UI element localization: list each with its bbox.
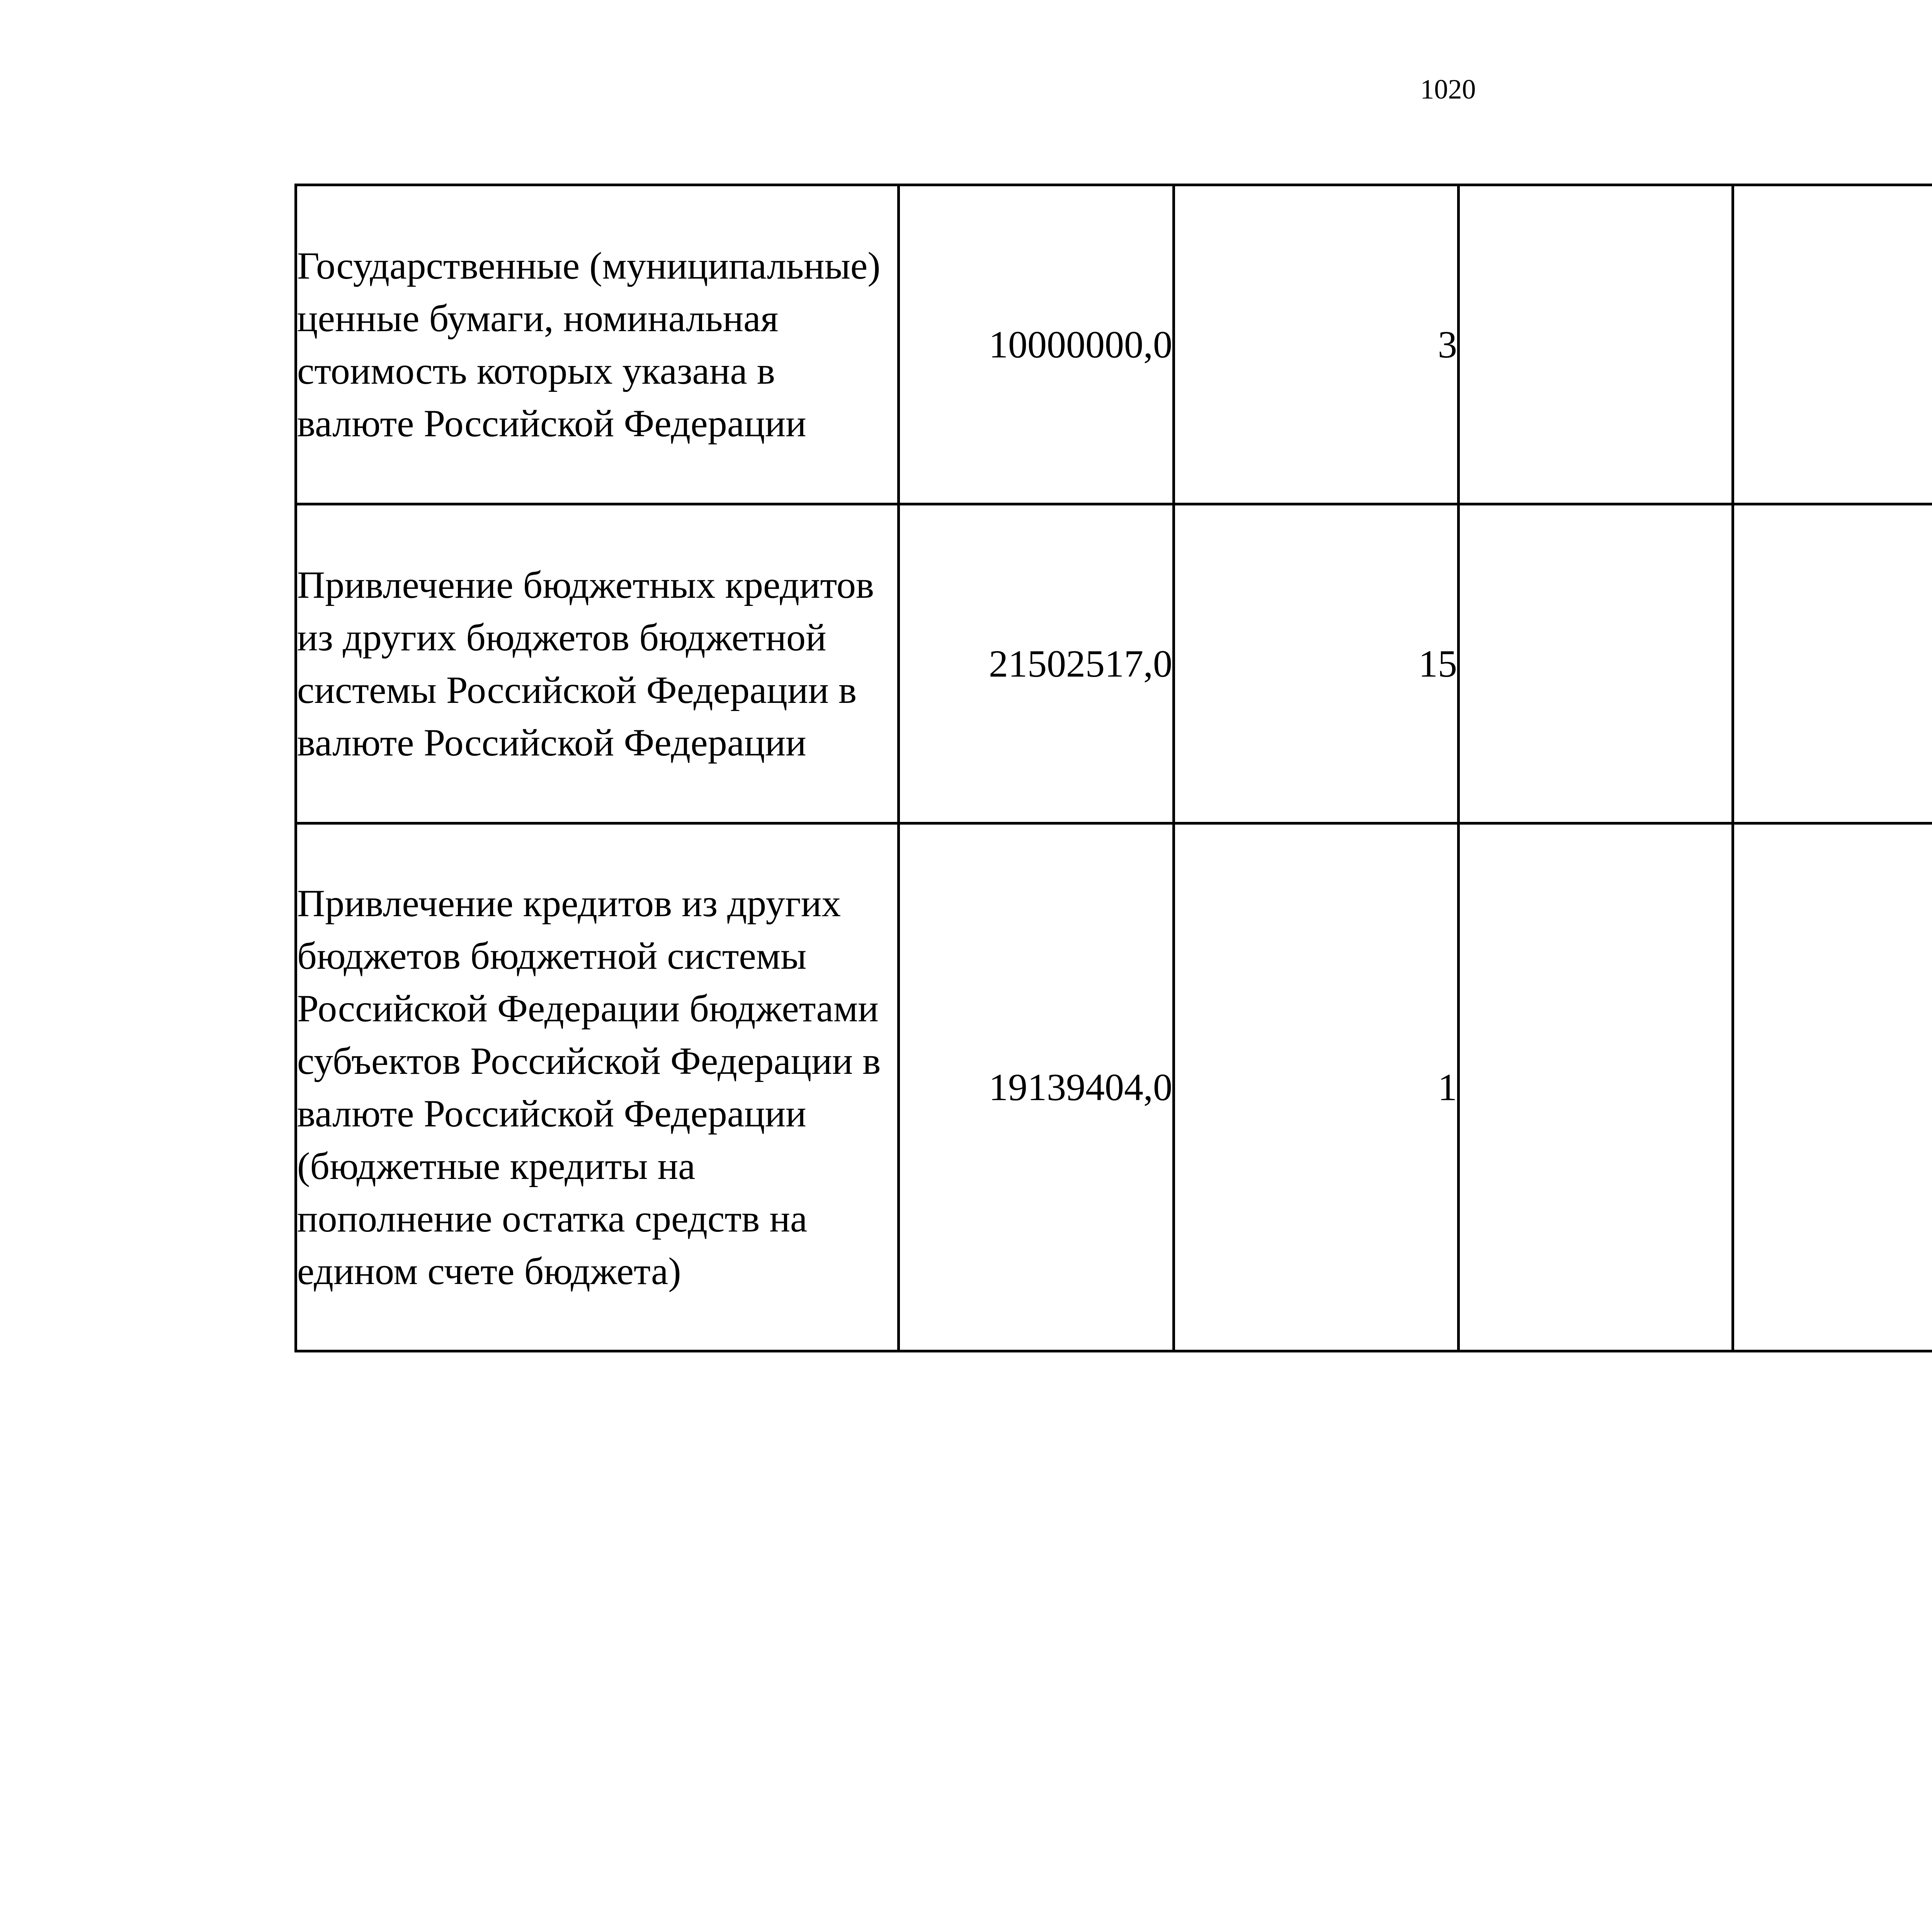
empty-cell xyxy=(1733,185,1932,504)
amount-cell: 19139404,0 xyxy=(899,823,1174,1351)
table-row xyxy=(296,504,1932,823)
term-cell: 3 xyxy=(1174,185,1459,504)
term-cell: 1 xyxy=(1174,823,1459,1351)
table-row xyxy=(296,185,1932,504)
empty-cell xyxy=(1459,504,1733,823)
page-number: 1020 xyxy=(1420,74,1476,105)
borrowing-type-cell: Привлечение кредитов из других бюджетов бюджетной системы Российской Федерации бюджетами субъектов Российской Федерации в валюте Российской Федерации (бюджетные кредиты на пополнение остатка средств на едином счете бюджета) xyxy=(296,823,899,1351)
amount-cell: 21502517,0 xyxy=(899,504,1174,823)
table-row xyxy=(296,823,1932,1351)
term-cell: 15 xyxy=(1174,504,1459,823)
empty-cell xyxy=(1733,823,1932,1351)
borrowing-table xyxy=(294,184,1932,1352)
borrowing-type-cell: Привлечение бюджетных кредитов из других бюджетов бюджетной системы Российской Федерации в валюте Российской Федерации xyxy=(296,504,899,823)
empty-cell xyxy=(1459,823,1733,1351)
empty-cell xyxy=(1733,504,1932,823)
empty-cell xyxy=(1459,185,1733,504)
borrowing-type-cell: Государственные (муниципальные) ценные бумаги, номинальная стоимость которых указана в валюте Российской Федерации xyxy=(296,185,899,504)
amount-cell: 10000000,0 xyxy=(899,185,1174,504)
